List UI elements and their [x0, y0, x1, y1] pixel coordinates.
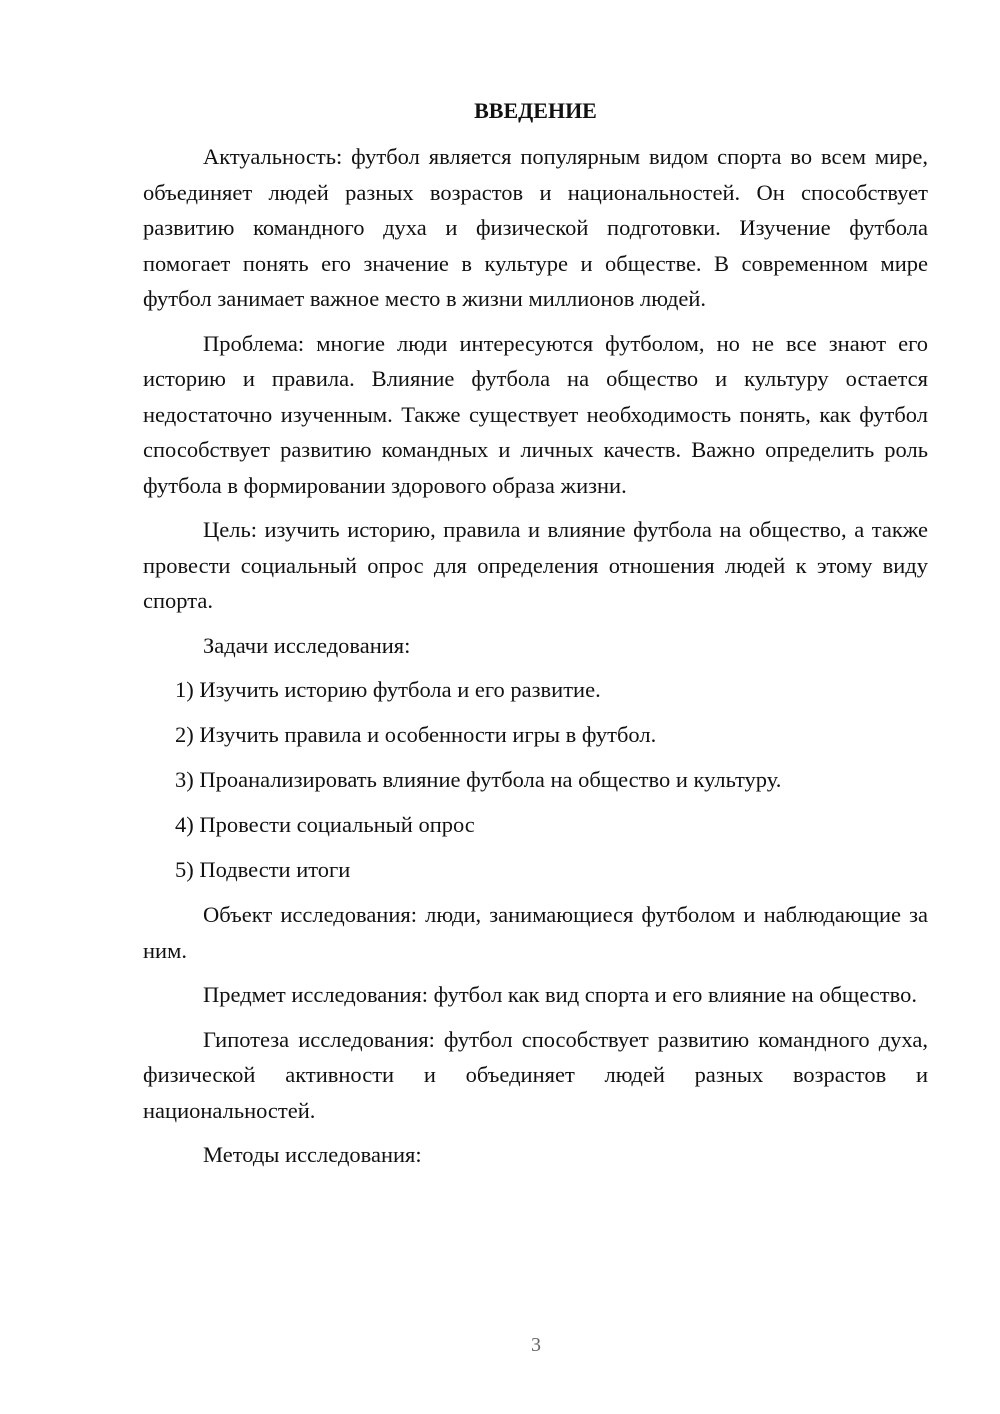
object-paragraph: Объект исследования: люди, занимающиеся футболом и наблюдающие за ним.	[143, 902, 928, 963]
relevance-paragraph: Актуальность: футбол является популярным видом спорта во всем мире, объединяет людей разных возрастов и национальностей. Он способствует развитию командного духа и физической подготовки. Изучение футбола помогает понять его значение в культуре и обществе. В современном мире футбол занимает важное место в жизни миллионов людей.	[143, 144, 928, 311]
list-item: 5) Подвести итоги	[175, 857, 351, 882]
list-item: 4) Провести социальный опрос	[175, 812, 475, 837]
tasks-heading: Задачи исследования:	[203, 632, 411, 658]
list-item: 1) Изучить историю футбола и его развитие.	[175, 677, 601, 702]
list-item: 2) Изучить правила и особенности игры в футбол.	[175, 722, 657, 747]
problem-paragraph: Проблема: многие люди интересуются футболом, но не все знают его историю и правила. Влияние футбола на общество и культуру остается недостаточно изученным. Также существует необходимость понять, как футбол способствует развитию командных и личных качеств. Важно определить роль футбола в формировании здорового образа жизни.	[143, 330, 928, 498]
hypothesis-paragraph: Гипотеза исследования: футбол способствует развитию командного духа, физической активности и объединяет людей разных возрастов и национальностей.	[143, 1026, 928, 1123]
methods-heading: Методы исследования:	[203, 1142, 422, 1167]
tasks-list	[143, 672, 928, 888]
document-page	[143, 92, 928, 1182]
section-title: ВВЕДЕНИЕ	[474, 98, 597, 123]
subject-paragraph: Предмет исследования: футбол как вид спорта и его влияние на общество.	[203, 982, 917, 1007]
list-item: 3) Проанализировать влияние футбола на общество и культуру.	[175, 767, 782, 792]
page-number: 3	[531, 1334, 541, 1356]
goal-paragraph: Цель: изучить историю, правила и влияние футбола на общество, а также провести социальный опрос для определения отношения людей к этому виду спорта.	[143, 517, 928, 613]
